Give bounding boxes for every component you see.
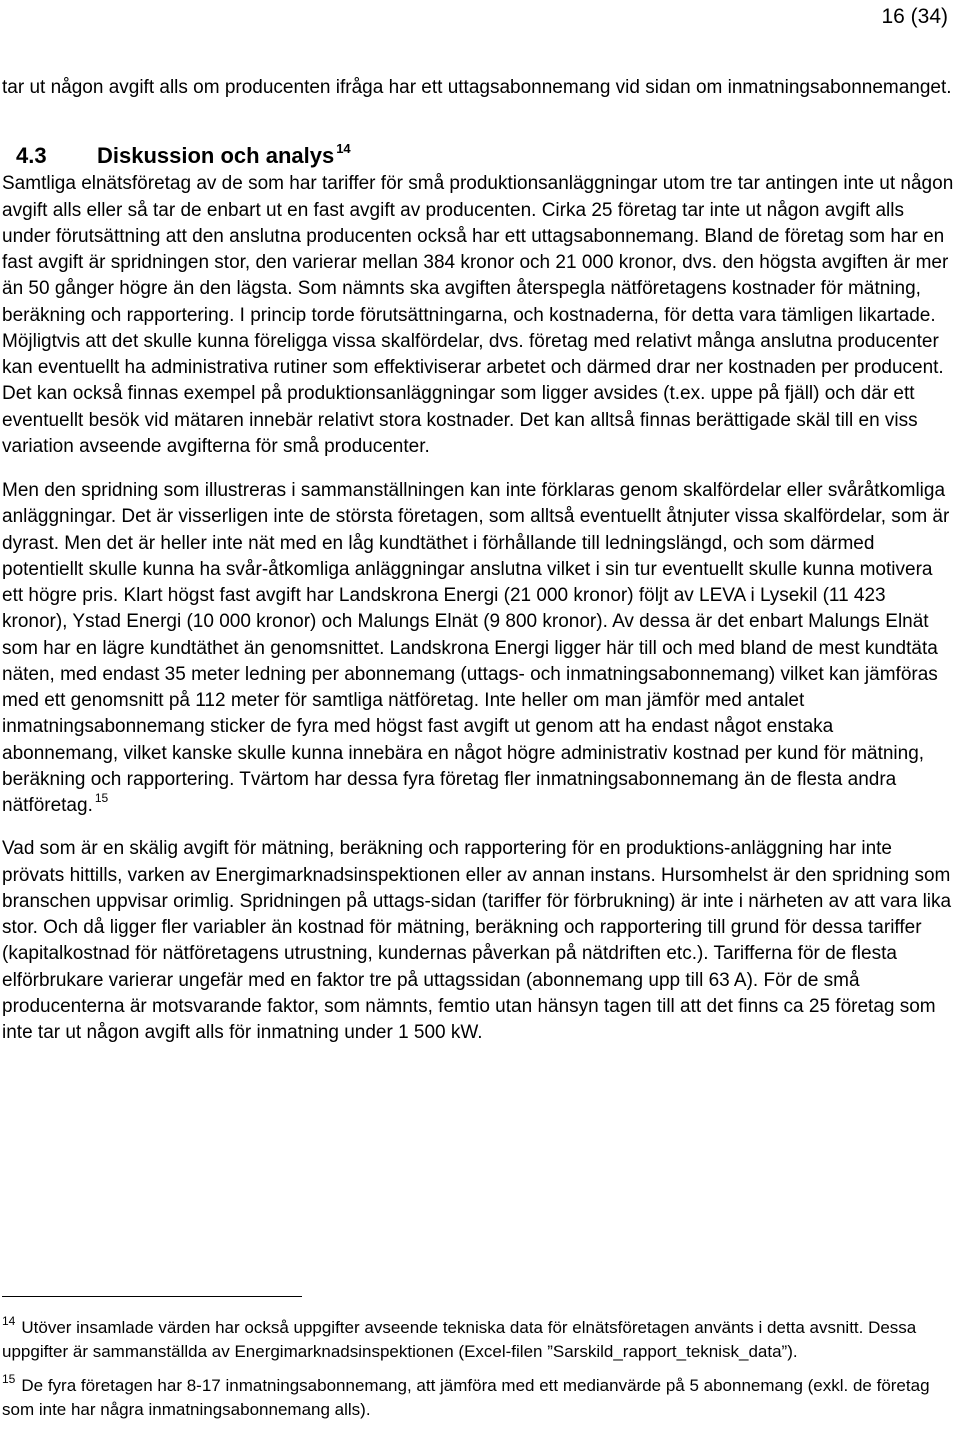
footnote-15 [2, 1374, 954, 1421]
intro-paragraph: tar ut någon avgift alls om producenten ifråga har ett uttagsabonnemang vid sidan om inmatningsabonnemanget. [2, 77, 952, 98]
paragraph-2 [2, 478, 954, 819]
paragraph-1: Samtliga elnätsföretag av de som har tariffer för små produktionsanläggningar utom tre tar antingen inte ut någon avgift alls eller så tar de enbart ut en fast avgift av producenten. Cirka 25 företag tar inte ut någon avgift alls under förutsättning att den anslutna producenten också har ett uttagsabonnemang. Bland de företag som har en fast avgift är spridningen stor, den varierar mellan 384 kronor och 21 000 kronor, dvs. den högsta avgiften är mer än 50 gånger högre än den lägsta. Som nämnts ska avgiften återspegla nätföretagens kostnader för mätning, beräkning och rapportering. I princip torde förutsättningarna, och kostnaderna, för detta vara tämligen likartade. Möjligtvis att det skulle kunna föreligga vissa skalfördelar, dvs. företag med relativt många anslutna producenter kan eventuellt ha administrativa rutiner som effektiviserar arbetet och därmed drar ner kostnaden per producent. Det kan också finnas exempel på produktionsanläggningar som ligger avsides (t.ex. uppe på fjäll) och där ett eventuellt besök vid mätaren innebär relativt stora kostnader. Det kan alltså finnas berättigade skäl till en viss variation avseende avgifterna för små producenter. [2, 173, 954, 457]
footnote-15-number: 15 [2, 1372, 16, 1386]
section-number: 4.3 [16, 143, 47, 169]
footnote-ref-15: 15 [94, 791, 109, 805]
section-title: Diskussion och analys [97, 143, 335, 169]
document-body [2, 75, 954, 1046]
footnote-15-text: De fyra företagen har 8-17 inmatningsabonnemang, att jämföra med ett medianvärde på 5 abonnemang (exkl. de företag som inte har några inmatningsabonnemang alls). [2, 1376, 930, 1419]
section-title-wrap [97, 141, 351, 171]
page-number: 16 (34) [881, 5, 948, 28]
footnote-ref-14: 14 [336, 141, 351, 157]
footnote-separator [2, 1296, 302, 1297]
footnote-14 [2, 1316, 954, 1363]
paragraph-3: Vad som är en skälig avgift för mätning, beräkning och rapportering för en produktions-anläggning har inte prövats hittills, varken av Energimarknadsinspektionen eller av annan instans. Hursomhelst är den spridning som branschen uppvisar orimlig. Spridningen på uttags-sidan (tariffer för förbrukning) är inte i närheten av att vara lika stor. Och då ligger fler variabler än kostnad för mätning, beräkning och rapportering till grund för dessa tariffer (kapitalkostnad för nätföretagens utrustning, kundernas påverkan på nätdriften etc.). Tarifferna för de flesta elförbrukare varierar ungefär med en faktor tre på uttagssidan (abonnemang upp till 63 A). För de små producenterna är motsvarande faktor, som nämnts, femtio utan hänsyn tagen till att det finns ca 25 företag som inte tar ut någon avgift alls för inmatning under 1 500 kW. [2, 838, 952, 1043]
footnotes [2, 1316, 954, 1421]
paragraph-2-text: Men den spridning som illustreras i sammanställningen kan inte förklaras genom skalfördelar eller svåråtkomliga anläggningar. Det är visserligen inte de största företagen, som alltså eventuellt åtnjuter vissa skalfördelar, som är dyrast. Men det är heller inte nät med en låg kundtäthet i förhållande till ledningslängd, och som därmed potentiellt skulle kunna ha svår-åtkomliga anläggningar anslutna vilket i sin tur eventuellt skulle kunna motivera ett högre pris. Klart högst fast avgift har Landskrona Energi (21 000 kronor) följt av LEVA i Lysekil (11 423 kronor), Ystad Energi (10 000 kronor) och Malungs Elnät (9 800 kronor). Av dessa är det enbart Malungs Elnät som har en lägre kundtäthet än genomsnittet. Landskrona Energi ligger här till och med bland de mest kundtäta näten, med endast 35 meter ledning per abonnemang (uttags- och inmatningsabonnemang) vilket kan jämföras med ett genomsnitt på 112 meter för samtliga nätföretag. Inte heller om man jämför med antalet inmatningsabonnemang sticker de fyra med högst fast avgift ut genom att ha endast något enstaka abonnemang, vilket kanske skulle kunna innebära en något högre administrativ kostnad per kund för mätning, beräkning och rapportering. Tvärtom har dessa fyra företag fler inmatningsabonnemang än de flesta andra nätföretag. [2, 480, 950, 816]
footnote-14-text: Utöver insamlade värden har också uppgifter avseende tekniska data för elnätsföretagen använts i detta avsnitt. Dessa uppgifter är sammanställda av Energimarknadsinspektionen (Excel-filen ”Sarskild_rapport_teknisk_data”). [2, 1318, 917, 1361]
section-heading [2, 141, 954, 171]
footnote-14-number: 14 [2, 1314, 16, 1328]
